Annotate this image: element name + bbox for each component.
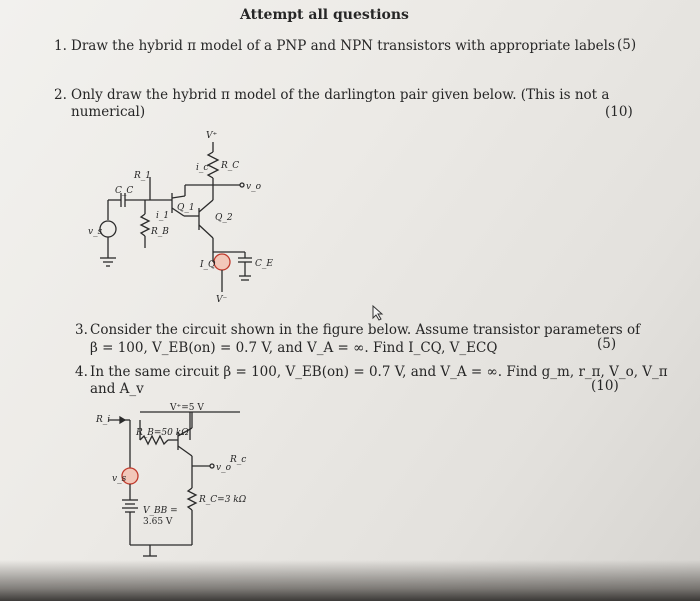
fig2-vbb-label: V_BB = bbox=[143, 506, 178, 516]
fig1-rb-label: R_B bbox=[151, 227, 169, 237]
fig1-i1-label: i_1 bbox=[156, 211, 170, 221]
fig2-vplus-label: V⁺=5 V bbox=[170, 403, 204, 413]
fig1-q1-label: Q_1 bbox=[177, 203, 195, 213]
question-2-line-2: numerical) bbox=[71, 104, 146, 120]
question-2-line-1: Only draw the hybrid π model of the darlington pair given below. (This is not a bbox=[71, 87, 610, 103]
question-4-marks: (10) bbox=[591, 378, 619, 394]
question-1-text: Draw the hybrid π model of a PNP and NPN transistors with appropriate labels bbox=[71, 38, 615, 54]
fig2-vbb-value: 3.65 V bbox=[143, 517, 173, 527]
fig2-rc-label: R_C=3 kΩ bbox=[199, 495, 247, 505]
question-3-line-2: β = 100, V_EB(on) = 0.7 V, and V_A = ∞. Find I_CQ, V_ECQ bbox=[90, 340, 498, 356]
question-4-line-2: and A_v bbox=[90, 381, 144, 397]
fig1-vo-label: v_o bbox=[246, 182, 262, 192]
page-heading: Attempt all questions bbox=[240, 7, 409, 23]
fig2-vo-label: v_o bbox=[216, 463, 232, 473]
fig2-vs-label: v_s bbox=[112, 474, 127, 484]
fig1-q2-label: Q_2 bbox=[215, 213, 233, 223]
fig1-vminus-label: V⁻ bbox=[216, 295, 228, 305]
fig1-ce-label: C_E bbox=[255, 259, 273, 269]
fig1-cc-label: C_C bbox=[115, 186, 134, 196]
fig2-rc-top-label: R_c bbox=[230, 455, 247, 465]
fig1-rc-label: R_C bbox=[221, 161, 240, 171]
question-1-marks: (5) bbox=[617, 37, 637, 53]
fig1-r1-label: R_1 bbox=[134, 171, 152, 181]
fig1-ic-label: i_c bbox=[196, 163, 209, 173]
question-4-line-1: In the same circuit β = 100, V_EB(on) = 0.7 V, and V_A = ∞. Find g_m, r_π, V_o, V_π bbox=[90, 364, 668, 380]
question-3-line-1: Consider the circuit shown in the figure below. Assume transistor parameters of bbox=[90, 322, 641, 338]
question-4-number: 4. bbox=[75, 364, 88, 380]
question-3-number: 3. bbox=[75, 322, 88, 338]
question-2-marks: (10) bbox=[605, 104, 633, 120]
fig2-rb-label: R_B=50 kΩ bbox=[136, 428, 189, 438]
question-1-number: 1. bbox=[54, 38, 67, 54]
fig1-vs-label: v_s bbox=[88, 227, 103, 237]
fig2-ri-label: R_i bbox=[96, 415, 111, 425]
fig1-iq-label: I_Q bbox=[200, 260, 216, 270]
question-2-number: 2. bbox=[54, 87, 67, 103]
fig1-vplus-label: V⁺ bbox=[206, 131, 218, 141]
question-3-marks: (5) bbox=[597, 336, 617, 352]
